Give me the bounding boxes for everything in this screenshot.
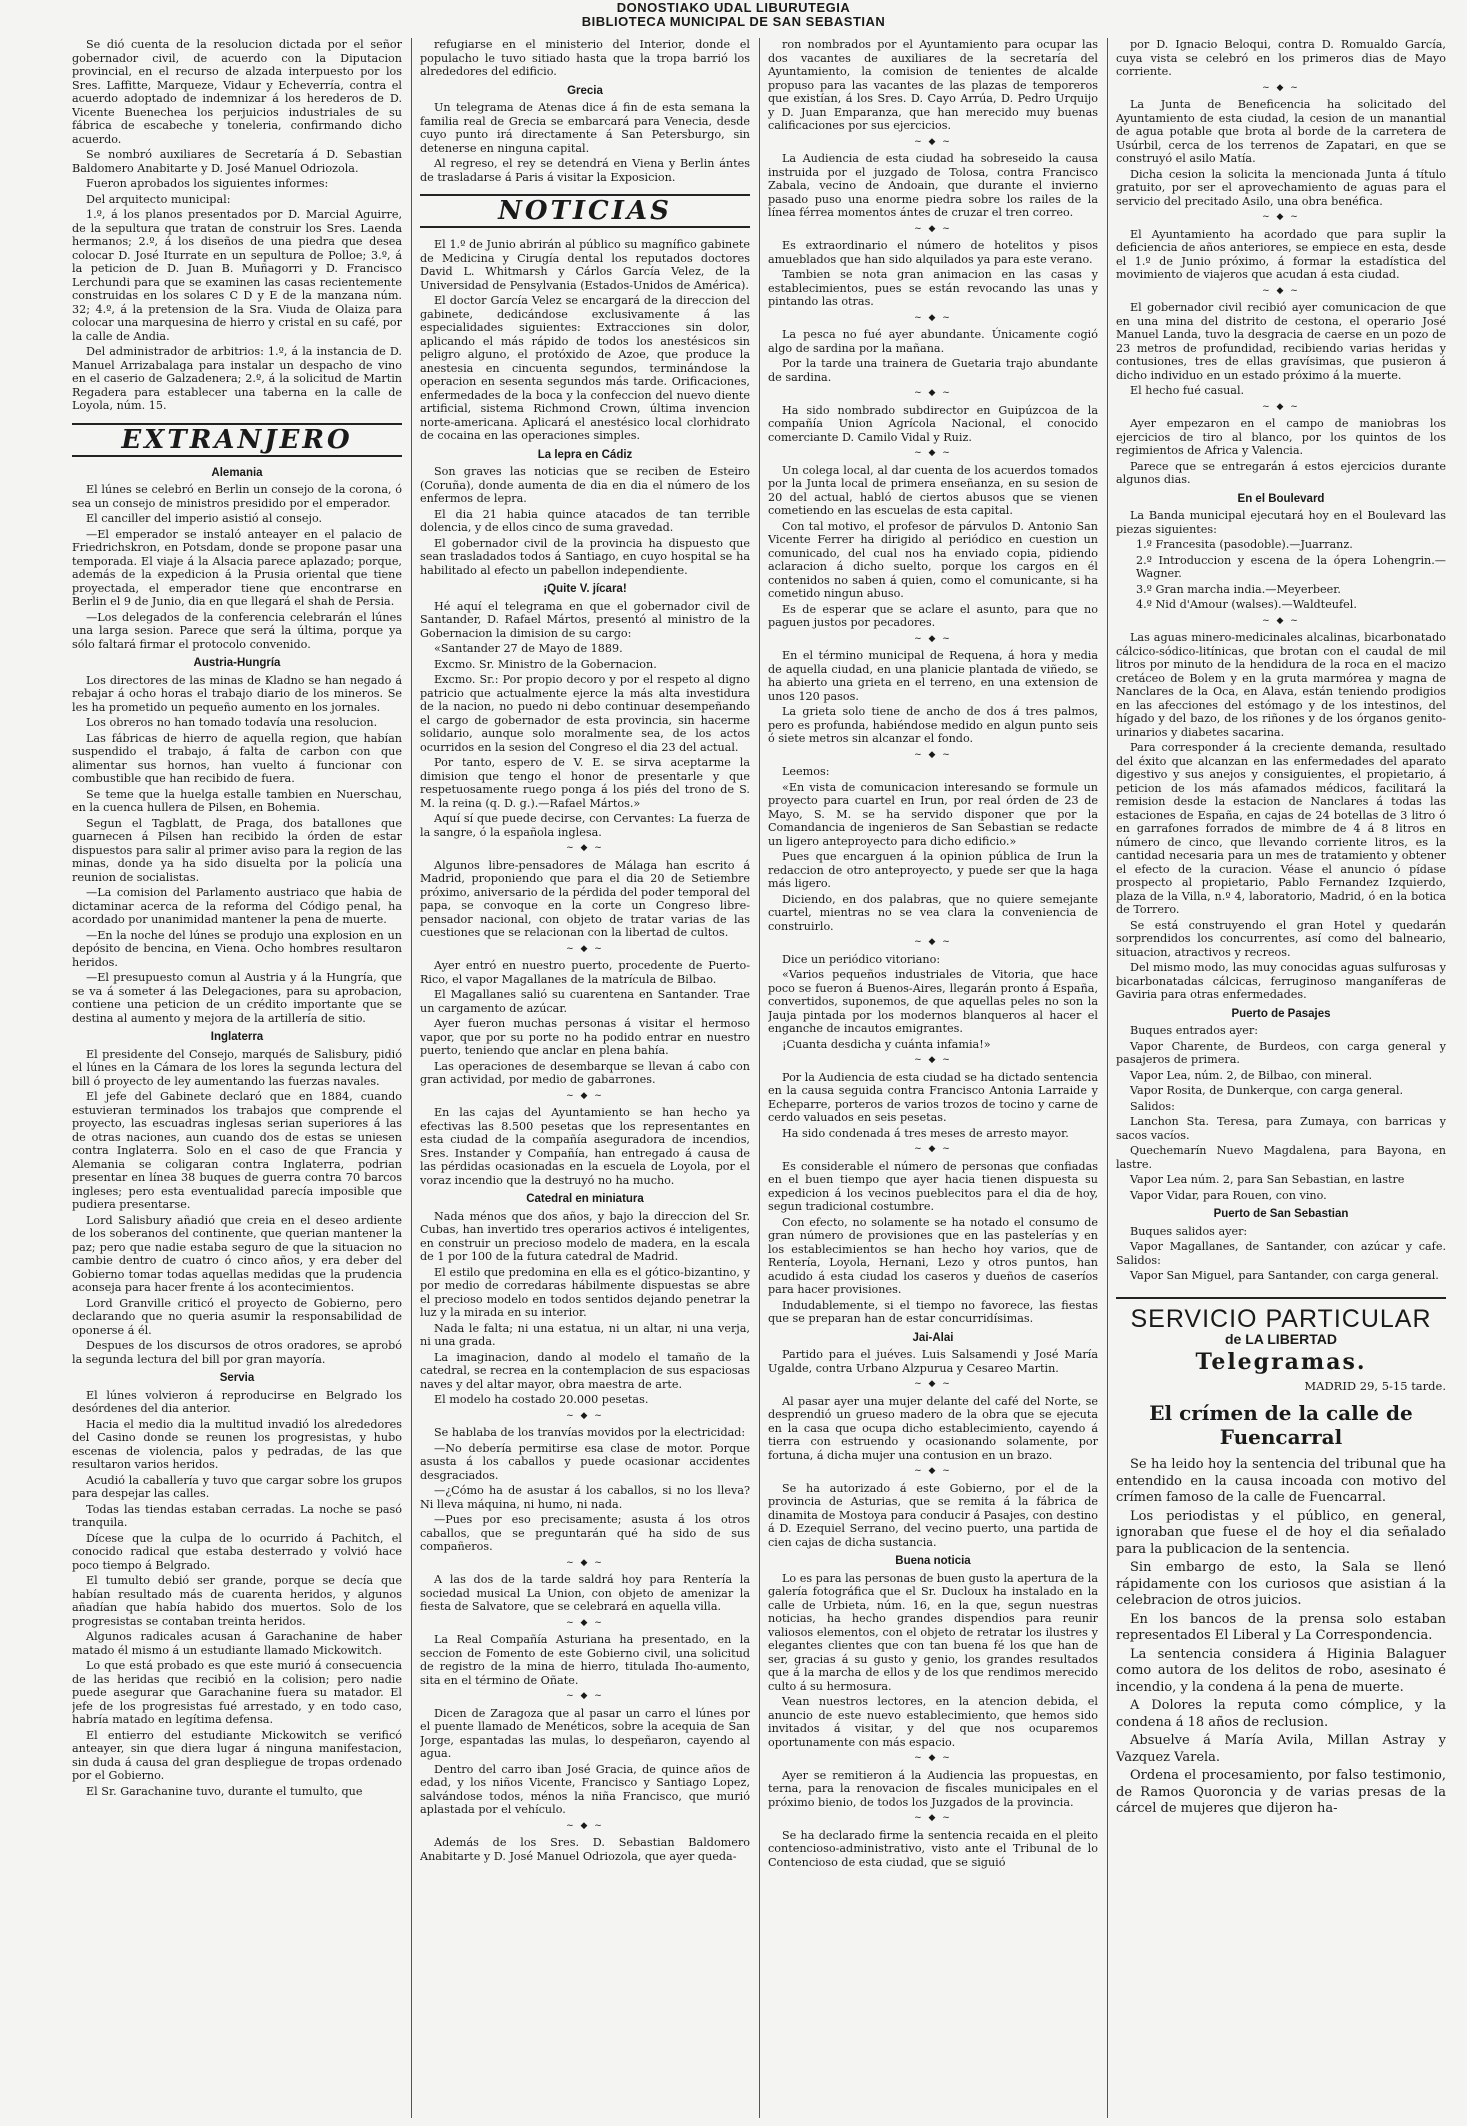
paragraph: Es de esperar que se aclare el asunto, para que no paguen justos por pecadores.	[768, 602, 1098, 629]
ornament-divider: ~ ◆ ~	[566, 1820, 604, 1831]
paragraph: Para corresponder á la creciente demanda, resultado del éxito que alcanzan en las enfermedades del aparato digestivo y sus anejos y consiguientes, el propietario, á peticion de los más afamados médicos, facilitará la remision desde la estacion de Nanclares á todas las estaciones de España, en cajas de 24 botellas de 3 litro ó en garrafones forrados de mimbre de 4 á 8 litros en número de cinco, que llevando corriente litros, es la cantidad necesaria para un mes de tratamiento y obtener el efecto de la curacion. Véase el anuncio ó pídase prospecto al propietario, Pablo Fernandez Izquierdo, plaza de la Villa, n.º 4, laboratorio, Madrid, ó en la botica de Torrero.	[1116, 741, 1446, 916]
paragraph: Se hablaba de los tranvías movidos por la electricidad:	[434, 1426, 746, 1439]
paragraph: Excmo. Sr.: Por propio decoro y por el respeto al digno patricio que actualmente ejerce la más alta investidura de la nacion, no puedo ni debo continuar desempeñando el cargo de gobernador de esta provincia, sin hacerme solidario, aunque solo moralmente sea, de los actos ocurridos en la sesion del Congreso el dia 23 del actual.	[420, 673, 750, 754]
ornament-divider: ~ ◆ ~	[1262, 212, 1300, 222]
column-1	[72, 38, 402, 2118]
paragraph: El Ayuntamiento ha acordado que para suplir la deficiencia de años anteriores, se empiece en esta, desde el 1.º de Junio próximo, á formar la estadística del movimiento de viajeros que acudan á esta ciudad.	[1116, 227, 1446, 281]
column-3	[768, 38, 1098, 2118]
ornament-divider: ~ ◆ ~	[566, 1557, 604, 1568]
ornament-divider: ~ ◆ ~	[914, 388, 952, 398]
paragraph: ron nombrados por el Ayuntamiento para ocupar las dos vacantes de auxiliares de la secretaría del Ayuntamiento, la comision de tenientes de alcalde propuso para las vacantes de las plazas de temporeros que existían, á los Sres. D. Cayo Arrúa, D. Pedro Urquijo y D. Juan Emparanza, que han merecido muy buenas calificaciones por sus ejercicios.	[768, 38, 1098, 132]
paragraph: Ordena el procesamiento, por falso testimonio, de Ramos Quoroncia y de varias presas de la cárcel de mujeres que dijeron ha-	[1116, 1768, 1446, 1816]
ornament-divider: ~ ◆ ~	[566, 1410, 604, 1421]
paragraph: Todas las tiendas estaban cerradas. La noche se pasó tranquila.	[72, 1502, 402, 1529]
servicio-particular-heading: SERVICIO PARTICULAR	[1116, 1297, 1446, 1333]
paragraph: Salidos:	[1130, 1099, 1175, 1113]
ornament-divider: ~ ◆ ~	[566, 1691, 604, 1701]
servicio-subheading: de LA LIBERTAD	[1225, 1330, 1337, 1347]
section-heading: Alemania	[211, 466, 263, 479]
paragraph: —Los delegados de la conferencia celebrarán el lúnes una larga sesion. Parece que será la última, porque ya sólo faltará firmar el protocolo convenido.	[72, 610, 402, 651]
paragraph: Diciendo, en dos palabras, que no quiere semejante cuartel, mientras no se vea clara la conveniencia de construirlo.	[768, 892, 1098, 933]
paragraph: Las fábricas de hierro de aquella region, que habían suspendido el trabajo, á falta de carbon con que alimentar sus hornos, han vuelto á funcionar con combustible que han recibido de fuera.	[72, 731, 402, 785]
header-line-2: BIBLIOTECA MUNICIPAL DE SAN SEBASTIAN	[581, 14, 886, 29]
ornament-divider: ~ ◆ ~	[1262, 285, 1300, 296]
section-title-extranjero: EXTRANJERO	[72, 423, 402, 457]
program-item: 3.º Gran marcha india.—Meyerbeer.	[1136, 582, 1341, 596]
ornament-divider: ~ ◆ ~	[914, 633, 952, 644]
paragraph: El gobernador civil de la provincia ha dispuesto que sean trasladados todos á Santiago, en cuyo hospital se ha habilitado al efecto un pabellon independiente.	[420, 536, 750, 577]
paragraph: Segun el Tagblatt, de Praga, dos batallones que guarnecen á Pilsen han recibido la órden de estar dispuestos para salir al primer aviso para la region de las minas, donde ya ha sido disuelta por la policía una reunion de socialistas.	[72, 816, 402, 884]
section-heading: ¡Quite V. jícara!	[543, 583, 627, 595]
ornament-divider: ~ ◆ ~	[914, 312, 952, 323]
paragraph: Se ha declarado firme la sentencia recaida en el pleito contencioso-administrativo, visto ante el Tribunal de lo Contencioso de esta ciudad, que se siguió	[768, 1828, 1098, 1869]
paragraph: Un colega local, al dar cuenta de los acuerdos tomados por la Junta local de primera enseñanza, en su sesion de 20 del actual, habló de ciertos abusos que se vienen cometiendo en las escuelas de esta capital.	[768, 463, 1098, 517]
dateline: MADRID 29, 5-15 tarde.	[1304, 1378, 1446, 1393]
paragraph: Ayer empezaron en el campo de maniobras los ejercicios de tiro al blanco, por los quintos de los regimientos de Africa y Valencia.	[1116, 417, 1446, 457]
ornament-divider: ~ ◆ ~	[914, 136, 952, 147]
ornament-divider: ~ ◆ ~	[566, 1090, 604, 1101]
ornament-divider: ~ ◆ ~	[914, 1466, 952, 1476]
paragraph: Pues que encarguen á la opinion pública de Irun la redaccion de otro anteproyecto, y puede ser que la haga más ligero.	[768, 850, 1098, 890]
paragraph: Los obreros no han tomado todavía una resolucion.	[86, 716, 378, 729]
paragraph: Vapor Lea, núm. 2, de Bilbao, con mineral.	[1130, 1068, 1373, 1082]
paragraph: Nada le falta; ni una estatua, ni un altar, ni una verja, ni una grada.	[420, 1321, 750, 1348]
paragraph: Las operaciones de desembarque se llevan á cabo con gran actividad, por medio de gabarrones.	[420, 1059, 750, 1086]
section-heading: Buena noticia	[895, 1555, 971, 1567]
paragraph: El gobernador civil recibió ayer comunicacion de que en una mina del distrito de cestona, el operario José Manuel Landa, tuvo la desgracia de caerse en un pozo de 23 metros de profundidad, recibiendo varias heridas y contusiones, tres de ellas gravísimas, que pusieron á dicho individuo en un estado próximo á la muerte.	[1116, 301, 1446, 382]
paragraph: Acudió la caballería y tuvo que cargar sobre los grupos para despejar las calles.	[72, 1473, 402, 1500]
paragraph: Se nombró auxiliares de Secretaría á D. Sebastian Baldomero Anabitarte y D. José Manuel Odriozola.	[72, 148, 402, 175]
paragraph: A las dos de la tarde saldrá hoy para Rentería la sociedad musical La Union, con objeto de amenizar la fiesta de Salvatore, que se celebrará en aquella villa.	[420, 1573, 750, 1613]
paragraph: Hacia el medio dia la multitud invadió los alrededores del Casino donde se reunen los progresistas, y hubo escenas de violencia, palos y pedradas, de las que resultaron varios heridos.	[72, 1417, 402, 1471]
section-heading: Puerto de Pasajes	[1231, 1007, 1331, 1020]
paragraph: Ha sido nombrado subdirector en Guipúzcoa de la compañía Union Agrícola Nacional, el conocido comerciante D. Camilo Vidal y Ruiz.	[768, 403, 1098, 444]
paragraph: La Banda municipal ejecutará hoy en el Boulevard las piezas siguientes:	[1116, 509, 1446, 536]
paragraph: Quechemarín Nuevo Magdalena, para Bayona, en lastre.	[1116, 1144, 1446, 1171]
paragraph: La Junta de Beneficencia ha solicitado del Ayuntamiento de esta ciudad, la cesion de un manantial de agua potable que brota al borde de la carretera de Usúrbil, cerca de los terrenos de Zapatari, en que se construyó el asilo Matía.	[1116, 98, 1446, 165]
ornament-divider: ~ ◆ ~	[1262, 615, 1300, 626]
paragraph: El estilo que predomina en ella es el gótico-bizantino, y por medio de corredaras hábilmente dispuestas se abre el precioso modelo en todos sentidos dejando penetrar la luz y la mirada en su interior.	[420, 1265, 750, 1319]
telegramas-heading: Telegramas.	[1195, 1349, 1367, 1375]
paragraph: El Magallanes salió su cuarentena en Santander. Trae un cargamento de azúcar.	[420, 988, 750, 1015]
paragraph: Indudablemente, si el tiempo no favorece, las fiestas que se preparan han de estar concurridísimas.	[768, 1298, 1098, 1325]
paragraph: El Sr. Garachanine tuvo, durante el tumulto, que	[86, 1784, 363, 1798]
paragraph: —Pues por eso precisamente; asusta á los otros caballos, que se preguntarán qué ha sido de sus compañeros.	[420, 1513, 750, 1553]
column-4	[1116, 38, 1446, 2118]
paragraph: Ayer se remitieron á la Audiencia las propuestas, en terna, para la renovacion de fiscales municipales en el próximo bienio, de todos los Juzgados de la provincia.	[768, 1768, 1098, 1809]
paragraph: El 1.º de Junio abrirán al público su magnífico gabinete de Medicina y Cirugía dental los reputados doctores David L. Whitmarsh y Cárlos García Velez, de la Universidad de Pensylvania (Estados-Unidos de América).	[420, 238, 750, 292]
paragraph: La pesca no fué ayer abundante. Únicamente cogió algo de sardina por la mañana.	[768, 328, 1098, 355]
paragraph: Por la Audiencia de esta ciudad se ha dictado sentencia en la causa seguida contra Francisco Antonia Larraide y Echeparre, porteros de varios trozos de tocino y carne de cerdo valuados en seis pesetas.	[768, 1070, 1098, 1124]
paragraph: La Audiencia de esta ciudad ha sobreseido la causa instruida por el juzgado de Tolosa, contra Francisco Zabala, vecino de Andoain, que durante el invierno pasado puso una enorme piedra sobre los railes de la línea férrea momentos ántes de cruzar el tren correo.	[768, 152, 1098, 219]
paragraph: Se ha autorizado á este Gobierno, por el de la provincia de Asturias, que se remita á la fábrica de dinamita de Mostoya para conducir á Pasajes, con destino á D. Ezequiel Serrano, del vecino puerto, una partida de cien cajas de dicha sustancia.	[768, 1481, 1098, 1549]
paragraph: Vapor Lea núm. 2, para San Sebastian, en lastre	[1130, 1173, 1405, 1186]
ornament-divider: ~ ◆ ~	[914, 1055, 952, 1065]
paragraph: El doctor García Velez se encargará de la direccion del gabinete, dedicándose exclusivamente á las especialidades siguientes: Extracciones sin dolor, aplicando el más rápido de todos los anestésicos sin peligro alguno, el protóxido de Azoe, que produce la anestesia en cincuenta segundos, terminándose la operacion en sesenta segundos más tarde. Orificaciones, enfermedades de la boca y la confeccion del nuevo diente artificial, sistema Richmond Crown, última invencion norte-americana. Aplicará el anestésico local clorhidrato de cocaina en las operaciones simples.	[420, 294, 750, 442]
program-item: 4.º Nid d'Amour (walses).—Waldteufel.	[1136, 598, 1357, 611]
header-line-1: DONOSTIAKO UDAL LIBURUTEGIA	[616, 0, 851, 15]
newspaper-page	[0, 38, 1467, 2118]
library-header	[0, 0, 1467, 30]
paragraph: Tambien se nota gran animacion en las casas y establecimientos, pues se están revocando las unas y pintando las otras.	[768, 268, 1098, 308]
paragraph: Un telegrama de Atenas dice á fin de esta semana la familia real de Grecia se embarcará para Venecia, desde cuyo punto irá directamente á San Petersburgo, sin detenerse en ninguna capital.	[420, 101, 750, 155]
paragraph: —El presupuesto comun al Austria y á la Hungría, que se va á someter á las Delegaciones, para su aprobacion, contiene una peticion de un crédito importante que se destina al aumento y mejora de la artillería de sitio.	[72, 971, 402, 1025]
paragraph: Al regreso, el rey se detendrá en Viena y Berlin ántes de trasladarse á Paris á visitar la Exposicion.	[420, 157, 750, 184]
paragraph: Vean nuestros lectores, en la atencion debida, el anuncio de este nuevo establecimiento, que hemos sido invitados á visitar, y del que nos ocuparemos oportunamente con más espacio.	[768, 1695, 1098, 1749]
paragraph: «Varios pequeños industriales de Vitoria, que hace poco se fueron á Buenos-Aires, llegarán pronto á España, convertidos, suponemos, de que aquellas peles no son la Jauja pintada por los modernos blanqueros al hacer el enganche de incautos emigrantes.	[768, 968, 1098, 1035]
paragraph: —En la noche del lúnes se produjo una explosion en un depósito de bencina, en Viena. Ocho hombres resultaron heridos.	[72, 928, 402, 969]
paragraph: Por tanto, espero de V. E. se sirva aceptarme la dimision que tengo el honor de presentarle y que respetuosamente ruego ponga á los piés del trono de S. M. la reina (q. D. g.).—Rafael Mártos.»	[420, 756, 750, 810]
paragraph: Aquí sí que puede decirse, con Cervantes: La fuerza de la sangre, ó la española inglesa.	[420, 812, 750, 839]
paragraph: Buques entrados ayer:	[1130, 1024, 1258, 1037]
paragraph: Ha sido condenada á tres meses de arresto mayor.	[782, 1126, 1069, 1140]
paragraph: Algunos libre-pensadores de Málaga han escrito á Madrid, proponiendo que para el dia 20 de Setiembre próximo, aniversario de la pérdida del poder temporal del papa, se convoque en la corte un Congreso libre-pensador nacional, con objeto de tratar varias de las cuestiones que se relacionan con la libertad de cultos.	[420, 858, 750, 939]
section-heading: Jai-Alai	[912, 1331, 954, 1344]
ornament-divider: ~ ◆ ~	[566, 843, 604, 853]
ornament-divider: ~ ◆ ~	[914, 1753, 952, 1763]
paragraph: Además de los Sres. D. Sebastian Baldomero Anabitarte y D. José Manuel Odriozola, que ayer queda-	[420, 1836, 750, 1863]
paragraph: Lord Salisbury añadió que creia en el deseo ardiente de los soberanos del continente, que querian mantener la paz; pero que nadie estaba seguro de que la situacion no cambie dentro de cuatro ó cinco años, y era deber del Gobierno tomar todas aquellas medidas que la prudencia aconseja para hacer frente á los acontecimientos.	[72, 1213, 402, 1294]
paragraph: Ayer entró en nuestro puerto, procedente de Puerto-Rico, el vapor Magallanes de la matrícula de Bilbao.	[420, 959, 750, 986]
paragraph: Los directores de las minas de Kladno se han negado á rebajar á ocho horas el trabajo diario de los mineros. Se les ha prometido un pequeño aumento en los jornales.	[72, 673, 402, 714]
paragraph: Son graves las noticias que se reciben de Esteiro (Coruña), donde aumenta de dia en dia el número de los enfermos de lepra.	[420, 465, 750, 505]
section-heading: Inglaterra	[210, 1031, 264, 1043]
paragraph: Lo que está probado es que este murió á consecuencia de las heridas que recibió en la colision; pero nadie puede asegurar que Garachanine fuera su matador. El jefe de los progresistas fué arrestado, y en todo caso, habría matado en legítima defensa.	[72, 1659, 402, 1726]
paragraph: Vapor Charente, de Burdeos, con carga general y pasajeros de primera.	[1116, 1039, 1446, 1066]
paragraph: Absuelve á María Avila, Millan Astray y Vazquez Varela.	[1116, 1733, 1446, 1765]
headline-crimen: El crímen de la calle de Fuencarral	[1149, 1401, 1413, 1449]
paragraph: Del arquitecto municipal:	[86, 192, 231, 206]
paragraph: Hé aquí el telegrama en que el gobernador civil de Santander, D. Rafael Mártos, presentó al ministro de la Gobernacion la dimision de su cargo:	[420, 599, 750, 640]
ornament-divider: ~ ◆ ~	[566, 1617, 604, 1628]
section-heading: Catedral en miniatura	[526, 1193, 644, 1205]
paragraph: Las aguas minero-medicinales alcalinas, bicarbonatado cálcico-sódico-litínicas, que brotan con el caudal de mil litros por minuto de la hendidura de la roca en el macizo cretáceo de Bolem y en la gruta marmórea y magna de Nanclares de la Oca, en Alava, están teniendo prodigios en las afecciones del estómago y de los intestinos, del hígado y del bazo, de los riñones y de los órganos genito-urinarios y diabetes sacarina.	[1116, 631, 1446, 739]
ornament-divider: ~ ◆ ~	[914, 937, 952, 947]
ornament-divider: ~ ◆ ~	[1262, 82, 1300, 93]
paragraph: Lo es para las personas de buen gusto la apertura de la galería fotográfica que el Sr. Ducloux ha instalado en la calle de Urbieta, núm. 16, en la que, segun nuestras noticias, ha hecho grandes dispendios para reunir valiosos elementos, con el objeto de retratar los ilustres y elegantes clientes que con tan buena fé los que han de ser, gracias á su gusto y genio, los grandes resultados que á la marcha de ellos y de los que rendimos merecido culto á su hermosura.	[768, 1571, 1098, 1693]
ornament-divider: ~ ◆ ~	[914, 1379, 952, 1389]
paragraph: Por la tarde una trainera de Guetaria trajo abundante de sardina.	[768, 357, 1098, 384]
ornament-divider: ~ ◆ ~	[914, 448, 952, 458]
section-title-noticias: NOTICIAS	[420, 194, 750, 228]
paragraph: Buques salidos ayer:	[1130, 1224, 1248, 1238]
paragraph: Lanchon Sta. Teresa, para Zumaya, con barricas y sacos vacíos.	[1116, 1115, 1446, 1142]
ornament-divider: ~ ◆ ~	[914, 1144, 952, 1154]
paragraph: En los bancos de la prensa solo estaban representados El Liberal y La Correspondencia.	[1116, 1611, 1446, 1643]
section-heading: Austria-Hungría	[193, 657, 281, 669]
paragraph: El lúnes volvieron á reproducirse en Belgrado los desórdenes del dia anterior.	[72, 1388, 402, 1415]
ornament-divider: ~ ◆ ~	[914, 1813, 952, 1823]
paragraph: Parece que se entregarán á estos ejercicios durante algunos dias.	[1116, 459, 1446, 486]
paragraph: Algunos radicales acusan á Garachanine de haber matado él mismo á un estudiante llamado Mickowitch.	[72, 1630, 402, 1657]
paragraph: Se dió cuenta de la resolucion dictada por el señor gobernador civil, de acuerdo con la Diputacion provincial, en el recurso de alzada interpuesto por los Sres. Laffitte, Marqueze, Vidaur y Echeverría, contra el acuerdo adoptado de indemnizar á los herederos de D. Vicente Buenechea los perjuicios industriales de su fábrica de escabeche y toneleria, confirmando dicho acuerdo.	[72, 38, 402, 146]
section-heading: En el Boulevard	[1237, 492, 1325, 505]
paragraph: Lord Granville criticó el proyecto de Gobierno, pero declarando que no queria asumir la responsabilidad de oponerse á él.	[72, 1296, 402, 1337]
paragraph: Fueron aprobados los siguientes informes:	[86, 177, 329, 190]
paragraph: Nada ménos que dos años, y bajo la direccion del Sr. Cubas, han invertido tres operarios activos é inteligentes, en construir un precioso modelo de madera, en la escala de 1 por 100 de la futura catedral de Madrid.	[420, 1209, 750, 1263]
paragraph: Es considerable el número de personas que confiadas en el buen tiempo que ayer hacia tienen dispuesta su expedicion á los vecinos pueblecitos para el dia de hoy, segun tradicional costumbre.	[768, 1159, 1098, 1213]
paragraph: La sentencia considera á Higinia Balaguer como autora de los delitos de robo, asesinato é incendio, y la condena á la pena de muerte.	[1116, 1646, 1446, 1695]
paragraph: Se ha leido hoy la sentencia del tribunal que ha entendido en la causa incoada con motivo del crímen famoso de la calle de Fuencarral.	[1116, 1457, 1446, 1505]
paragraph: El dia 21 habia quince atacados de tan terrible dolencia, y de ellos cinco de suma gravedad.	[420, 507, 750, 534]
paragraph: «En vista de comunicacion interesando se formule un proyecto para cuartel en Irun, por real órden de 23 de Mayo, S. M. se ha servido disponer que por la Comandancia de ingenieros de San Sebastian se redacte un ligero anteproyecto para dicho edificio.»	[768, 780, 1098, 848]
ornament-divider: ~ ◆ ~	[914, 223, 952, 234]
column-2	[420, 38, 750, 2118]
ornament-divider: ~ ◆ ~	[566, 943, 604, 954]
paragraph: En las cajas del Ayuntamiento se han hecho ya efectivas las 8.500 pesetas que los representantes en esta ciudad de la compañía aseguradora de incendios, Sres. Instander y Compañía, han entregado á causa de las pérdidas ocasionadas en la escuela de Loyola, por el voraz incendio que la destruyó no ha mucho.	[420, 1106, 750, 1187]
paragraph: Con efecto, no solamente se ha notado el consumo de gran número de provisiones que en las pastelerías y en los establecimientos se han hecho hoy varios, que de Rentería, Loyola, Hernani, Lezo y otros puntos, han acudido á esta ciudad los caseros y dueños de caseríos para hacer provisiones.	[768, 1215, 1098, 1296]
paragraph: En el término municipal de Requena, á hora y media de aquella ciudad, en una planicie plantada de viñedo, se ha abierto una grieta en el terreno, en una extension de unos 120 pasos.	[768, 649, 1098, 703]
paragraph: La Real Compañía Asturiana ha presentado, en la seccion de Fomento de este Gobierno civil, una solicitud de registro de la mina de hierro, titulada Iho-aumento, sita en el término de Oñate.	[420, 1633, 750, 1687]
paragraph: Sin embargo de esto, la Sala se llenó rápidamente con los curiosos que asistian á la celebracion de otros juicios.	[1116, 1560, 1446, 1608]
paragraph: ¡Cuanta desdicha y cuánta infamia!»	[782, 1037, 991, 1051]
paragraph: El modelo ha costado 20.000 pesetas.	[434, 1393, 649, 1406]
paragraph: Dicen de Zaragoza que al pasar un carro el lúnes por el puente llamado de Menéticos, sobre la acequia de San Jorge, espantadas las mulas, lo despeñaron, cayendo al agua.	[420, 1706, 750, 1760]
paragraph: Dicha cesion la solicita la mencionada Junta á título gratuito, por ser el aprovechamiento de aguas para el servicio del precitado Asilo, una obra benéfica.	[1116, 167, 1446, 208]
paragraph: «Santander 27 de Mayo de 1889.	[434, 642, 623, 655]
paragraph: 1.º, á los planos presentados por D. Marcial Aguirre, de la sepultura que tratan de construir los Sres. Laenda hermanos; 2.º, á los diseños de una piedra que desea colocar D. José Iturrate en un sepultura de Polloe; 3.º, á la peticion de D. Juan B. Muñagorri y D. Francisco Lerchundi para que se examinen las casas recientemente construidas en los solares C D y E de la manzana núm. 32; 4.º, á la pretension de la Sra. Viuda de Olaiza para colocar una marquesina de hierro y cristal en su café, por la calle de Andia.	[72, 208, 402, 343]
paragraph: Se teme que la huelga estalle tambien en Nuerschau, en la cuenca hullera de Pilsen, en Bohemia.	[72, 787, 402, 814]
paragraph: El jefe del Gabinete declaró que en 1884, cuando estuvieran terminados los trabajos que comprende el proyecto, las escuadras inglesas serian superiores á las de otras naciones, aun cuando dos de estas se uniesen contra Inglaterra. Solo en el caso de que Francia y Alemania se coligaran contra Inglaterra, podrian presentar en línea 38 buques de guerra contra 70 barcos ingleses; pero esta eventualidad parecía imposible que pudiera presentarse.	[72, 1090, 402, 1211]
paragraph: Del administrador de arbitrios: 1.º, á la instancia de D. Manuel Arrizabalaga para instalar un despacho de vino en el caserio de Galzadenera; 2.º, á la solicitud de Martin Regadera para establecer una taberna en la calle de Loyola, núm. 15.	[72, 345, 402, 412]
ornament-divider: ~ ◆ ~	[1262, 401, 1300, 412]
paragraph: A Dolores la reputa como cómplice, y la condena á 18 años de reclusion.	[1116, 1698, 1446, 1730]
paragraph: El canciller del imperio asistió al consejo.	[86, 512, 323, 525]
paragraph: El presidente del Consejo, marqués de Salisbury, pidió el lúnes en la Cámara de los lores la segunda lectura del bill ó proyecto de ley aumentando las fuerzas navales.	[72, 1047, 402, 1088]
paragraph: La grieta solo tiene de ancho de dos á tres palmos, pero es profunda, habiéndose medido en algun punto seis ó siete metros sin alcanzar el fondo.	[768, 705, 1098, 745]
paragraph: Dice un periódico vitoriano:	[782, 952, 941, 966]
paragraph: Excmo. Sr. Ministro de la Gobernacion.	[434, 657, 657, 671]
paragraph: Partido para el juéves. Luis Salsamendi y José María Ugalde, contra Urbano Alzpurua y Cesareo Martin.	[768, 1348, 1098, 1375]
paragraph: El hecho fué casual.	[1130, 384, 1245, 397]
paragraph: —El emperador se instaló anteayer en el palacio de Friedrichskron, en Potsdam, donde se propone pasar una temporada. El viaje á la Alsacia parece aplazado; porque, además de la expedicion á la Prusia oriental que tiene proyectada, el emperador tiene que encontrarse en Berlin el 9 de Junio, dia en que llegará el shah de Persia.	[72, 527, 402, 608]
paragraph: Leemos:	[782, 765, 830, 778]
paragraph: Vapor Magallanes, de Santander, con azúcar y cafe. Salidos:	[1116, 1240, 1446, 1267]
ornament-divider: ~ ◆ ~	[914, 749, 952, 760]
paragraph: Se está construyendo el gran Hotel y quedarán sorprendidos los concurrentes, así como del balneario, situacion, atractivos y recreos.	[1116, 918, 1446, 959]
paragraph: Ayer fueron muchas personas á visitar el hermoso vapor, que por su porte no ha podido entrar en nuestro puerto, teniendo que anclar en plena bahía.	[420, 1017, 750, 1057]
paragraph: Vapor Rosita, de Dunkerque, con carga general.	[1130, 1084, 1404, 1097]
section-heading: Puerto de San Sebastian	[1213, 1208, 1349, 1220]
paragraph: Los periodistas y el público, en general, ignoraban que fuese el de hoy el dia señalado para la publicacion de la sentencia.	[1116, 1508, 1446, 1557]
paragraph: El lúnes se celebró en Berlin un consejo de la corona, ó sea un consejo de ministros presidido por el emperador.	[72, 483, 402, 510]
program-item: 2.º Introduccion y escena de la ópera Lohengrin.—Wagner.	[1136, 553, 1446, 580]
section-heading: La lepra en Cádiz	[537, 448, 633, 461]
paragraph: —No debería permitirse esa clase de motor. Porque asusta á los caballos y puede ocasionar accidentes desgraciados.	[420, 1441, 750, 1482]
paragraph: Despues de los discursos de otros oradores, se aprobó la segunda lectura del bill por gran mayoría.	[72, 1339, 402, 1366]
paragraph: Vapor San Miguel, para Santander, con carga general.	[1130, 1269, 1439, 1282]
paragraph: Al pasar ayer una mujer delante del café del Norte, se desprendió un grueso madero de la obra que se ejecuta en la casa que ocupa dicho establecimiento, cayendo á tierra con estruendo y ocasionando solamente, por fortuna, á dicha mujer una contusion en un brazo.	[768, 1394, 1098, 1462]
paragraph: Dícese que la culpa de lo ocurrido á Pachitch, el conocido radical que estaba desterrado y volvió hace poco tiempo á Belgrado.	[72, 1531, 402, 1572]
paragraph: El tumulto debió ser grande, porque se decía que habían resultado más de cuarenta heridos, y algunos añadían que había habido dos muertos. Solo de los progresistas se contaban treinta heridos.	[72, 1574, 402, 1628]
program-item: 1.º Francesita (pasodoble).—Juarranz.	[1136, 538, 1353, 551]
paragraph: refugiarse en el ministerio del Interior, donde el populacho le tuvo sitiado hasta que la tropa barrió los alrededores del edificio.	[420, 38, 750, 78]
paragraph: Dentro del carro iban José Gracia, de quince años de edad, y los niños Vicente, Francisco y Santiago Lopez, salvándose todos, ménos la niña Francisco, que murió aplastada por el vehículo.	[420, 1762, 750, 1816]
paragraph: Vapor Vidar, para Rouen, con vino.	[1130, 1188, 1327, 1202]
paragraph: La imaginacion, dando al modelo el tamaño de la catedral, se recrea en la contemplacion de sus espaciosas naves y del altar mayor, obra maestra de arte.	[420, 1350, 750, 1391]
paragraph: —La comision del Parlamento austriaco que habia de dictaminar acerca de la reforma del Código penal, ha acordado por unanimidad mantener la pena de muerte.	[72, 886, 402, 926]
paragraph: El entierro del estudiante Mickowitch se verificó anteayer, sin que diera lugar á ninguna manifestacion, sin duda á causa del gran despliegue de tropas ordenado por el Gobierno.	[72, 1728, 402, 1782]
paragraph: Del mismo modo, las muy conocidas aguas sulfurosas y bicarbonatadas cálcicas, ferruginoso manganíferas de Gaviria para otras enfermedades.	[1116, 961, 1446, 1001]
paragraph: por D. Ignacio Beloqui, contra D. Romualdo García, cuya vista se celebró en los primeros dias de Mayo corriente.	[1116, 38, 1446, 78]
paragraph: —¿Cómo ha de asustar á los caballos, si no los lleva? Ni lleva máquina, ni humo, ni nada.	[420, 1484, 750, 1511]
section-heading: Servia	[219, 1372, 255, 1384]
section-heading: Grecia	[567, 84, 603, 97]
paragraph: Es extraordinario el número de hotelitos y pisos amueblados que han sido alquilados ya para este verano.	[768, 239, 1098, 266]
paragraph: Con tal motivo, el profesor de párvulos D. Antonio San Vicente Ferrer ha dirigido al periódico en cuestion un comunicado, del cual nos ha enviado copia, pidiendo aclaracion á dicho suelto, porque los cargos en él contenidos no saben á quien, como el comunicante, si ha cometido ningun abuso.	[768, 519, 1098, 600]
